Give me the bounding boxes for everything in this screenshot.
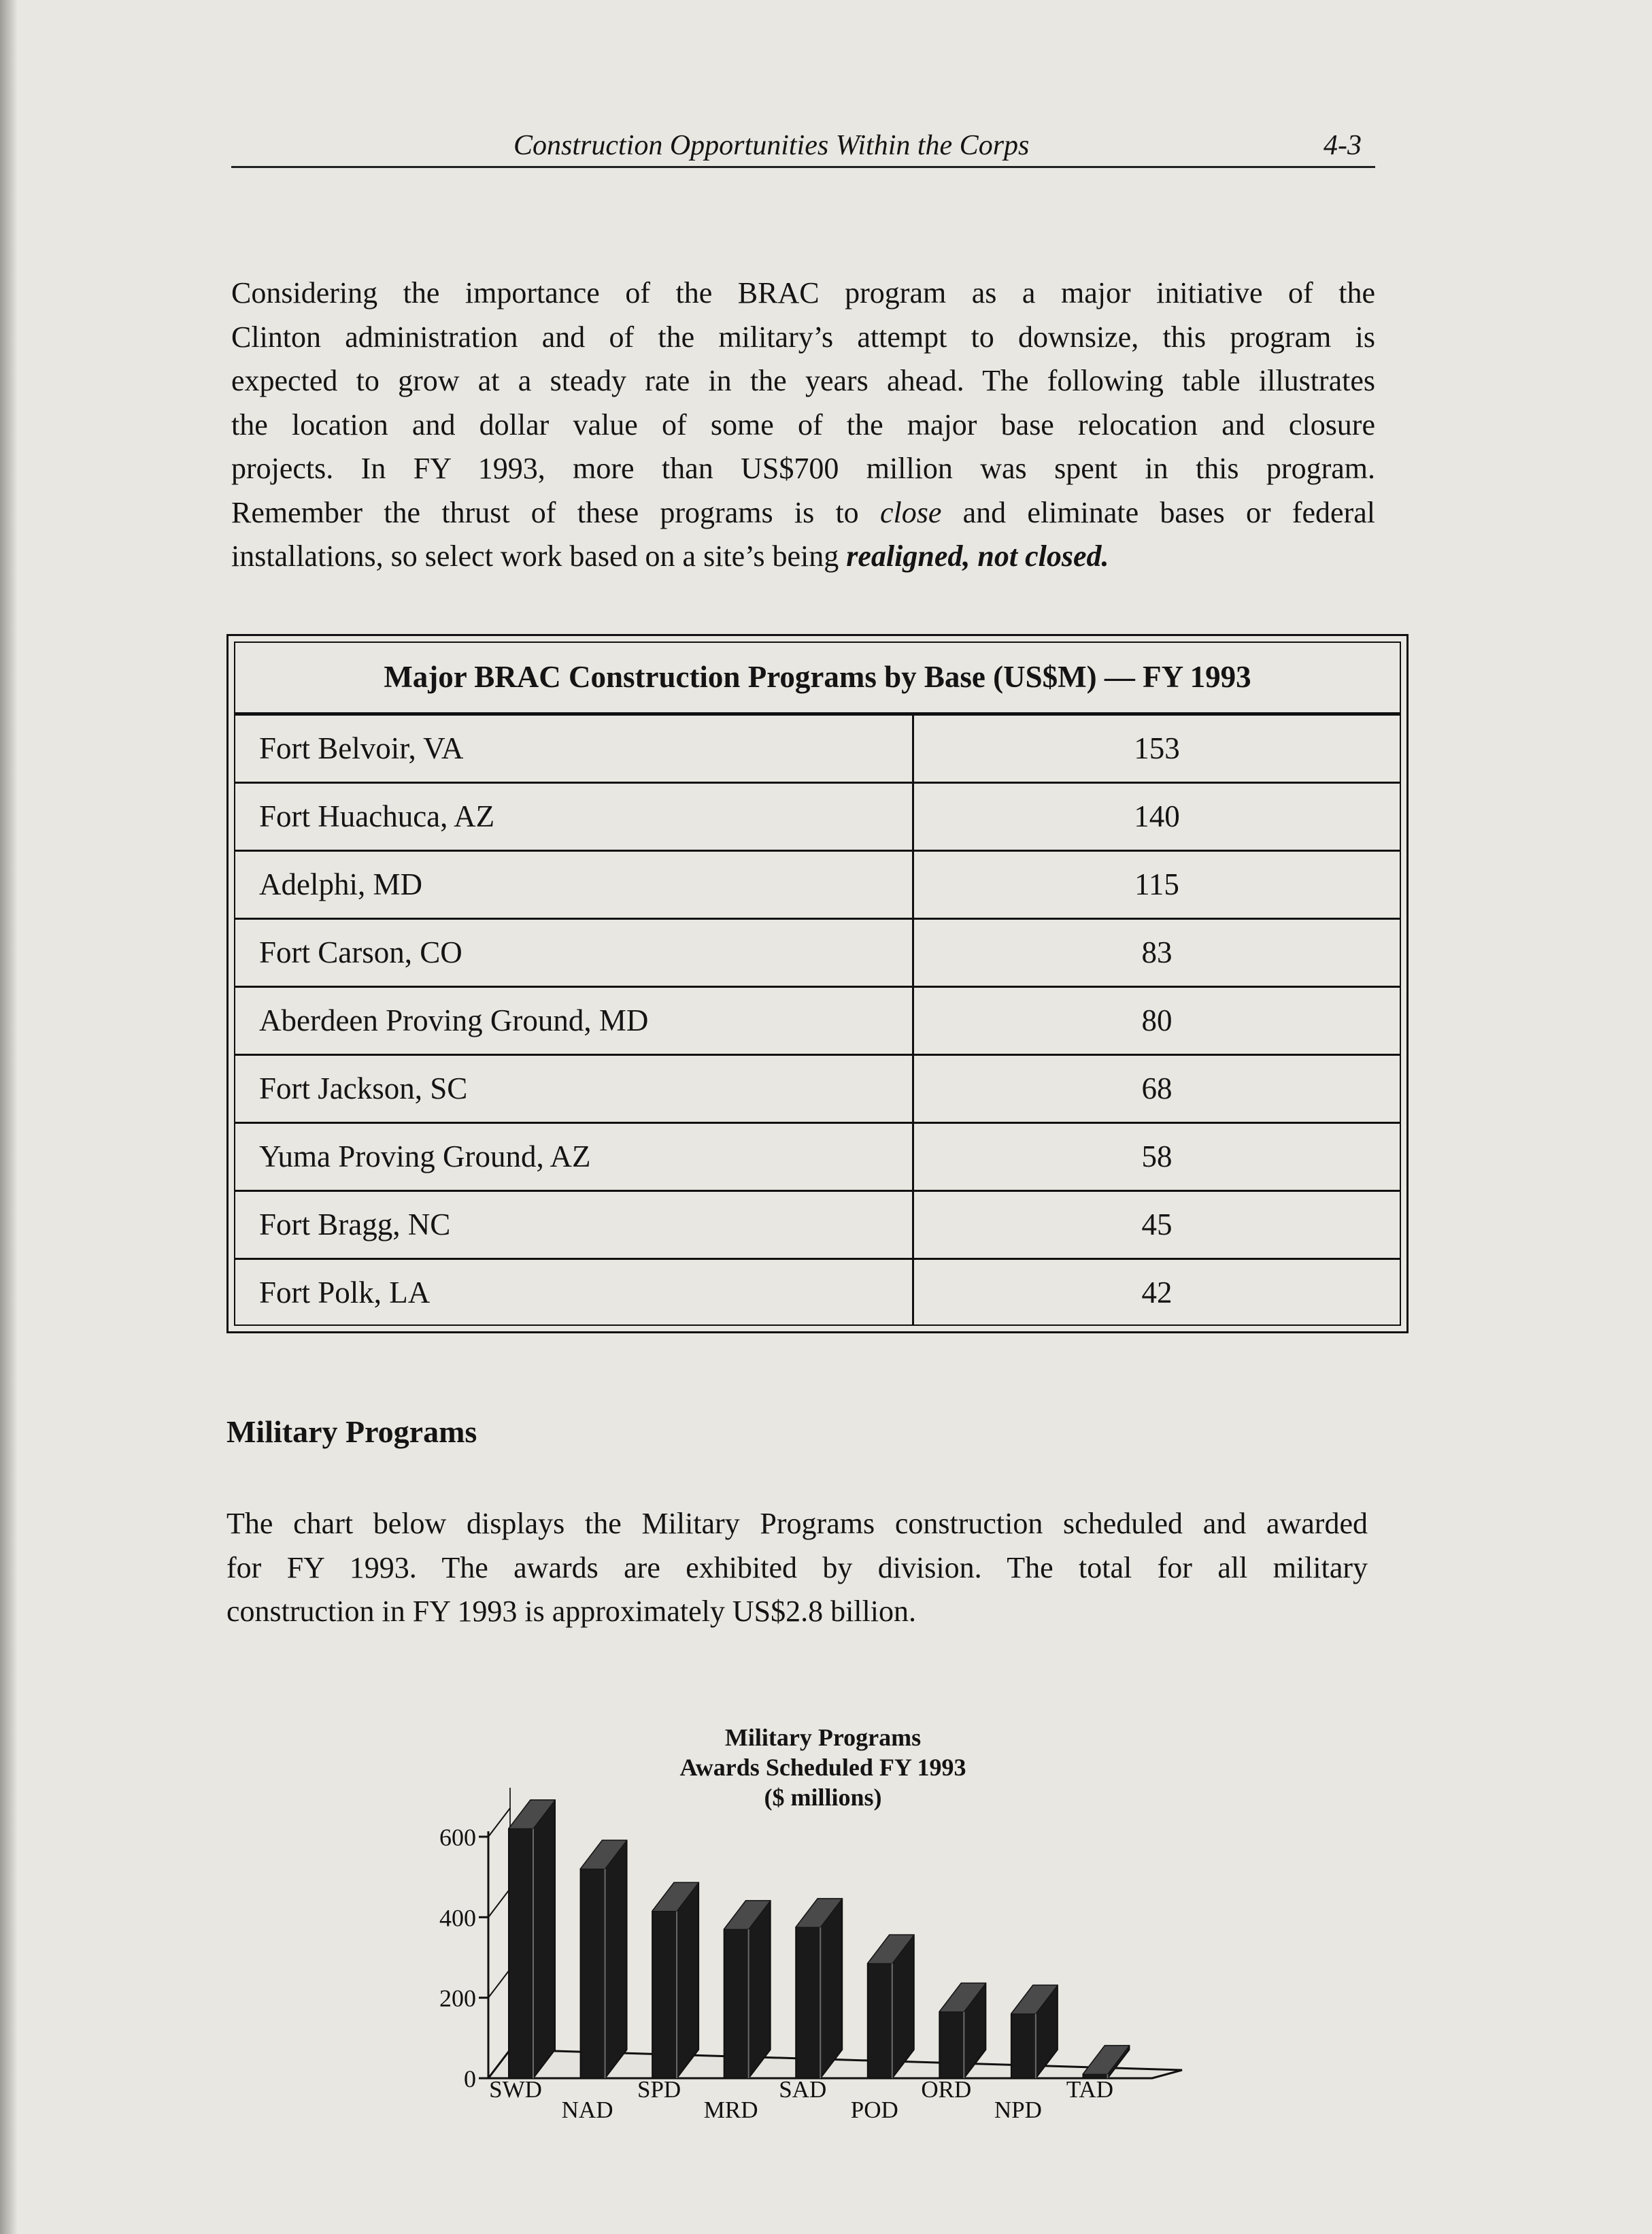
chart-title-line: Military Programs <box>724 1724 922 1751</box>
military-line: The chart below displays the Military Programs construction scheduled and awarded <box>226 1507 1368 1540</box>
value-cell: 140 <box>912 784 1400 850</box>
y-tick-depth <box>488 1808 510 1837</box>
bar-nad <box>581 1840 627 2078</box>
x-tick-label: NAD <box>561 2097 613 2123</box>
bar-swd <box>509 1800 555 2078</box>
base-name-cell: Yuma Proving Ground, AZ <box>259 1139 591 1173</box>
intro-line: Clinton administration and of the military’s attempt to downsize, this program is <box>231 320 1375 354</box>
intro-line: the location and dollar value of some of the major base relocation and closure <box>231 407 1375 441</box>
x-tick-label: SWD <box>489 2076 542 2103</box>
y-tick-depth <box>488 1969 510 1998</box>
y-tick-label: 0 <box>464 2065 476 2093</box>
page-number: 4-3 <box>1324 130 1362 161</box>
base-name-cell: Fort Belvoir, VA <box>259 731 464 765</box>
base-name-cell: Adelphi, MD <box>259 867 422 901</box>
x-tick-label: TAD <box>1066 2076 1114 2103</box>
brac-table-title: Major BRAC Construction Programs by Base (US$M) — FY 1993 <box>235 643 1400 716</box>
intro-emphasis: close <box>879 495 942 529</box>
base-name-cell: Fort Bragg, NC <box>259 1207 451 1241</box>
value-cell: 68 <box>912 1056 1400 1122</box>
intro-line: Considering the importance of the BRAC program as a major initiative of the <box>231 276 1375 310</box>
intro-line: installations, so select work based on a site’s being realigned, not closed. <box>231 539 1109 573</box>
value-cell: 83 <box>912 920 1400 986</box>
value-cell: 153 <box>912 716 1400 782</box>
value-cell: 115 <box>912 852 1400 918</box>
bar-spd <box>652 1882 698 2078</box>
value-cell: 42 <box>912 1260 1400 1326</box>
chart-title-line: Awards Scheduled FY 1993 <box>679 1754 966 1781</box>
base-name-cell: Fort Jackson, SC <box>259 1071 468 1105</box>
section-heading-military: Military Programs <box>226 1414 477 1449</box>
intro-line: Remember the thrust of these programs is to close and eliminate bases or federal <box>231 495 1375 529</box>
intro-emphasis: realigned, not closed. <box>846 539 1109 573</box>
x-tick-label: MRD <box>703 2097 758 2123</box>
value-cell: 58 <box>912 1124 1400 1190</box>
x-tick-label: SPD <box>637 2076 681 2103</box>
y-tick-label: 400 <box>439 1904 476 1932</box>
y-tick-label: 600 <box>439 1824 476 1851</box>
value-cell: 80 <box>912 988 1400 1054</box>
header-title: Construction Opportunities Within the Corps <box>513 130 1030 161</box>
base-name-cell: Aberdeen Proving Ground, MD <box>259 1003 649 1037</box>
intro-line: projects. In FY 1993, more than US$700 million was spent in this program. <box>231 452 1375 485</box>
x-tick-label: SAD <box>779 2076 827 2103</box>
base-name-cell: Fort Huachuca, AZ <box>259 799 495 833</box>
x-tick-label: ORD <box>921 2076 972 2103</box>
chart-title-line: ($ millions) <box>764 1784 882 1811</box>
military-line: for FY 1993. The awards are exhibited by division. The total for all military <box>226 1550 1368 1584</box>
x-tick-label: NPD <box>994 2097 1042 2123</box>
military-line: construction in FY 1993 is approximately US$2.8 billion. <box>226 1595 916 1628</box>
value-cell: 45 <box>912 1192 1400 1258</box>
y-tick-depth <box>488 1888 510 1917</box>
intro-line: expected to grow at a steady rate in the years ahead. The following table illustrates <box>231 364 1375 397</box>
x-tick-label: POD <box>850 2097 898 2123</box>
y-tick-label: 200 <box>439 1984 476 2012</box>
base-name-cell: Fort Carson, CO <box>259 935 462 969</box>
base-name-cell: Fort Polk, LA <box>259 1276 431 1310</box>
